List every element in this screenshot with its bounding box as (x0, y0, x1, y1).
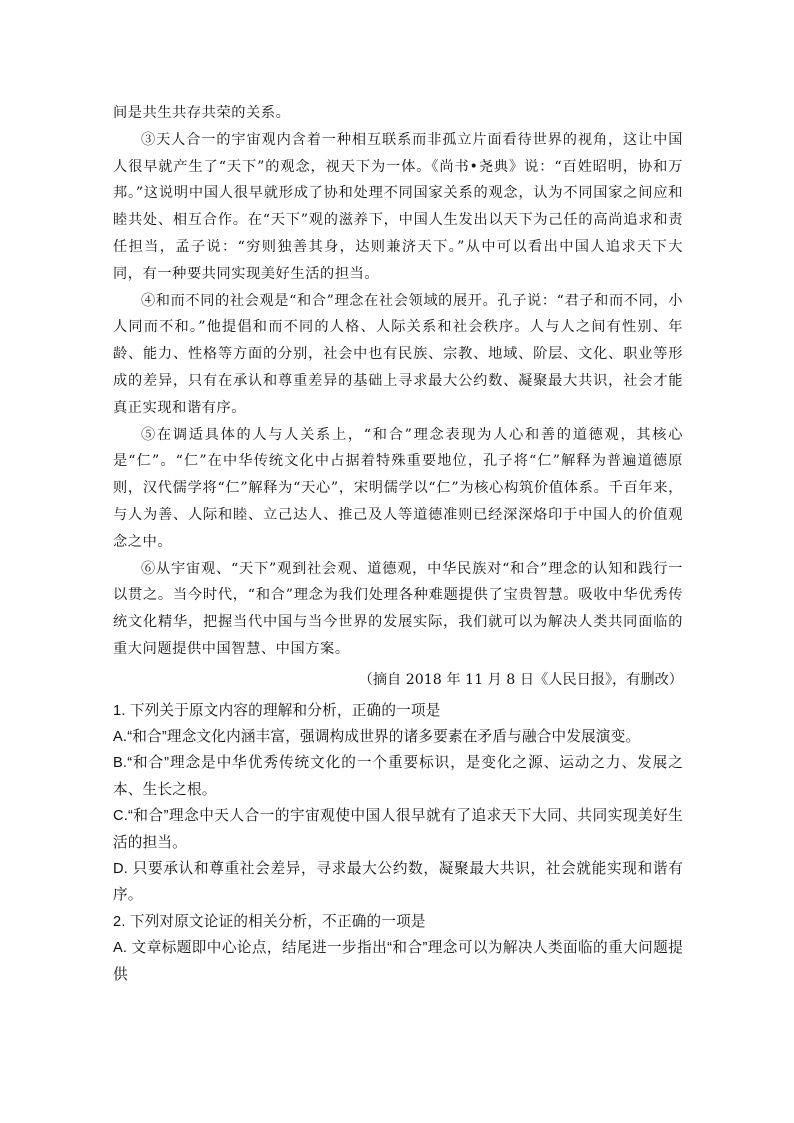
question-1-option-d: D. 只要承认和尊重社会差异，寻求最大公约数，凝聚最大共识，社会就能实现和谐有序。 (113, 860, 683, 904)
question-2-stem: 2. 下列对原文论证的相关分析，不正确的一项是 (113, 913, 426, 930)
passage-source: （摘自 2018 年 11 月 8 日《人民日报》，有删改） (358, 671, 683, 688)
question-1-option-c: C.“和合”理念中天人合一的宇宙观使中国人很早就有了追求天下大同、共同实现美好生活的担当。 (113, 808, 683, 851)
paragraph-2-tail: 间是共生共存共荣的关系。 (113, 105, 291, 121)
question-1-option-a: A.“和合”理念文化内涵丰富，强调构成世界的诸多要素在矛盾与融合中发展演变。 (113, 728, 641, 745)
question-2-option-a: A. 文章标题即中心论点，结尾进一步指出“和合”理念可以为解决人类面临的重大问题提供 (113, 940, 683, 983)
paragraph-4: ④和而不同的社会观是“和合”理念在社会领域的展开。孔子说：“君子和而不同，小人同而不和。”他提倡和而不同的人格、人际关系和社会秩序。人与人之间有性别、年龄、能力、性格等方面的分别，社会中也有民族、宗教、地域、阶层、文化、职业等形成的差异，只有在承认和尊重差异的基础上寻求最大公约数、凝聚最大共识，社会才能真正实现和谐有序。 (113, 292, 683, 416)
paragraph-6: ⑥从宇宙观、“天下”观到社会观、道德观，中华民族对“和合”理念的认知和践行一以贯之。当今时代，“和合”理念为我们处理各种难题提供了宝贵智慧。吸收中华优秀传统文化精华，把握当代中国与当今世界的发展实际，我们就可以为解决人类共同面临的重大问题提供中国智慧、中国方案。 (113, 560, 683, 657)
paragraph-3: ③天人合一的宇宙观内含着一种相互联系而非孤立片面看待世界的视角，这让中国人很早就产生了“天下”的观念，视天下为一体。《尚书•尧典》说：“百姓昭明，协和万邦。”这说明中国人很早就形成了协和处理不同国家关系的观念，认为不同国家之间应和睦共处、相互合作。在“天下”观的滋养下，中国人生发出以天下为己任的高尚追求和责任担当，孟子说：“穷则独善其身，达则兼济天下。”从中可以看出中国人追求天下大同，有一种要共同实现美好生活的担当。 (113, 131, 683, 282)
document-page (113, 100, 683, 988)
reading-passage (113, 100, 683, 663)
questions-section (113, 698, 683, 988)
paragraph-5: ⑤在调适具体的人与人关系上，“和合”理念表现为人心和善的道德观，其核心是“仁”。“仁”在中华传统文化中占据着特殊重要地位，孔子将“仁”解释为普遍道德原则，汉代儒学将“仁”解释为“天心”，宋明儒学以“仁”为核心构筑价值体系。千百年来，与人为善、人际和睦、立己达人、推己及人等道德准则已经深深烙印于中国人的价值观念之中。 (113, 426, 683, 550)
question-1-option-b: B.“和合”理念是中华优秀传统文化的一个重要标识，是变化之源、运动之力、发展之本、生长之根。 (113, 755, 683, 798)
question-1-stem: 1. 下列关于原文内容的理解和分析，正确的一项是 (113, 702, 441, 719)
